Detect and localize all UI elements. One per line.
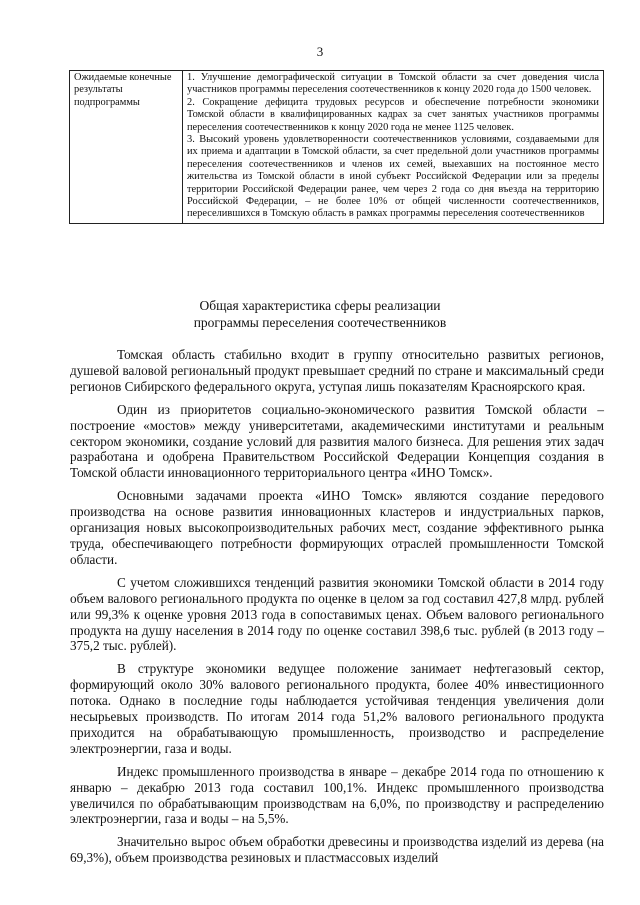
table-content-cell [183,71,604,224]
paragraph: Значительно вырос объем обработки древесины и производства изделий из дерева (на 69,3%), объем производства резиновых и пластмассовых изделий [70,834,604,866]
paragraph: В структуре экономики ведущее положение занимает нефтегазовый сектор, формирующий около 30% валового регионального продукта, более 40% инвестиционного потока. Однако в последние годы наблюдается устойчивая тенденция увеличения доли несырьевых производств. По итогам 2014 года 51,2% валового регионального продукта приходится на обрабатывающую промышленность, производство и распределение электроэнергии, газа и воды. [70,661,604,756]
section-title-line-2: программы переселения соотечественников [193,315,447,330]
table-label-cell: Ожидаемые конечные результаты подпрограммы [70,71,183,224]
section-title-line-1: Общая характеристика сферы реализации [199,298,441,313]
section-title [0,297,640,331]
result-item-2: 2. Сокращение дефицита трудовых ресурсов и обеспечение потребности экономики Томской области в квалифицированных кадрах за счет занятых участников программы переселения соотечественников к концу 2020 года не менее 1125 человек. [187,96,599,133]
paragraph: С учетом сложившихся тенденций развития экономики Томской области в 2014 году объем валового регионального продукта по оценке в целом за год составил 427,8 млрд. рублей или 99,3% к оценке уровня 2013 года в сопоставимых ценах. Объем валового регионального продукта на душу населения в 2014 году по оценке составил 398,6 тыс. рублей (в 2013 году – 375,2 тыс. рублей). [70,574,604,654]
page-number: 3 [316,44,324,59]
paragraph: Основными задачами проекта «ИНО Томск» являются создание передового производства на основе развития инновационных кластеров и индустриальных парков, организация новых высокопроизводительных рабочих мест, создание эффективного рынка труда, обеспечивающего потребности формирующих отраслей промышленности Томской области. [70,488,604,567]
body-text [70,347,604,873]
table-row [70,71,604,224]
result-item-3: 3. Высокий уровень удовлетворенности соотечественников условиями, создаваемыми для их приема и адаптации в Томской области, за счет предельной доли участников программы переселения соотечественников и членов их семей, выехавших на постоянное место жительства из Томской области в иной субъект Российской Федерации или за пределы территории Российской Федерации ранее, чем через 2 года со дня въезда на территорию Российской Федерации, – не более 10% от общей численности соотечественников, переселившихся в Томскую область в рамках программы переселения соотечественников [187,134,599,220]
result-item-1: 1. Улучшение демографической ситуации в Томской области за счет доведения числа участников программы переселения соотечественников к концу 2020 года до 1500 человек. [187,72,599,96]
paragraph: Один из приоритетов социально-экономического развития Томской области – построение «мостов» между университетами, академическими институтами и реальным сектором экономики, создание условий для развития малого бизнеса. Для решения этих задач разработана и одобрена Правительством Российской Федерации Концепция создания в Томской области инновационного территориального центра «ИНО Томск». [70,401,604,481]
expected-results-table [69,70,604,224]
paragraph: Томская область стабильно входит в группу относительно развитых регионов, душевой валовой региональный продукт превышает средний по стране и максимальный среди регионов Сибирского федерального округа, уступая лишь показателям Красноярского края. [70,347,604,394]
paragraph: Индекс промышленного производства в январе – декабре 2014 года по отношению к январю – декабрю 2013 года составил 100,1%. Индекс промышленного производства увеличился по обрабатывающим производствам на 6,0%, по производству и распределению электроэнергии, газа и воды – на 5,5%. [70,763,604,827]
